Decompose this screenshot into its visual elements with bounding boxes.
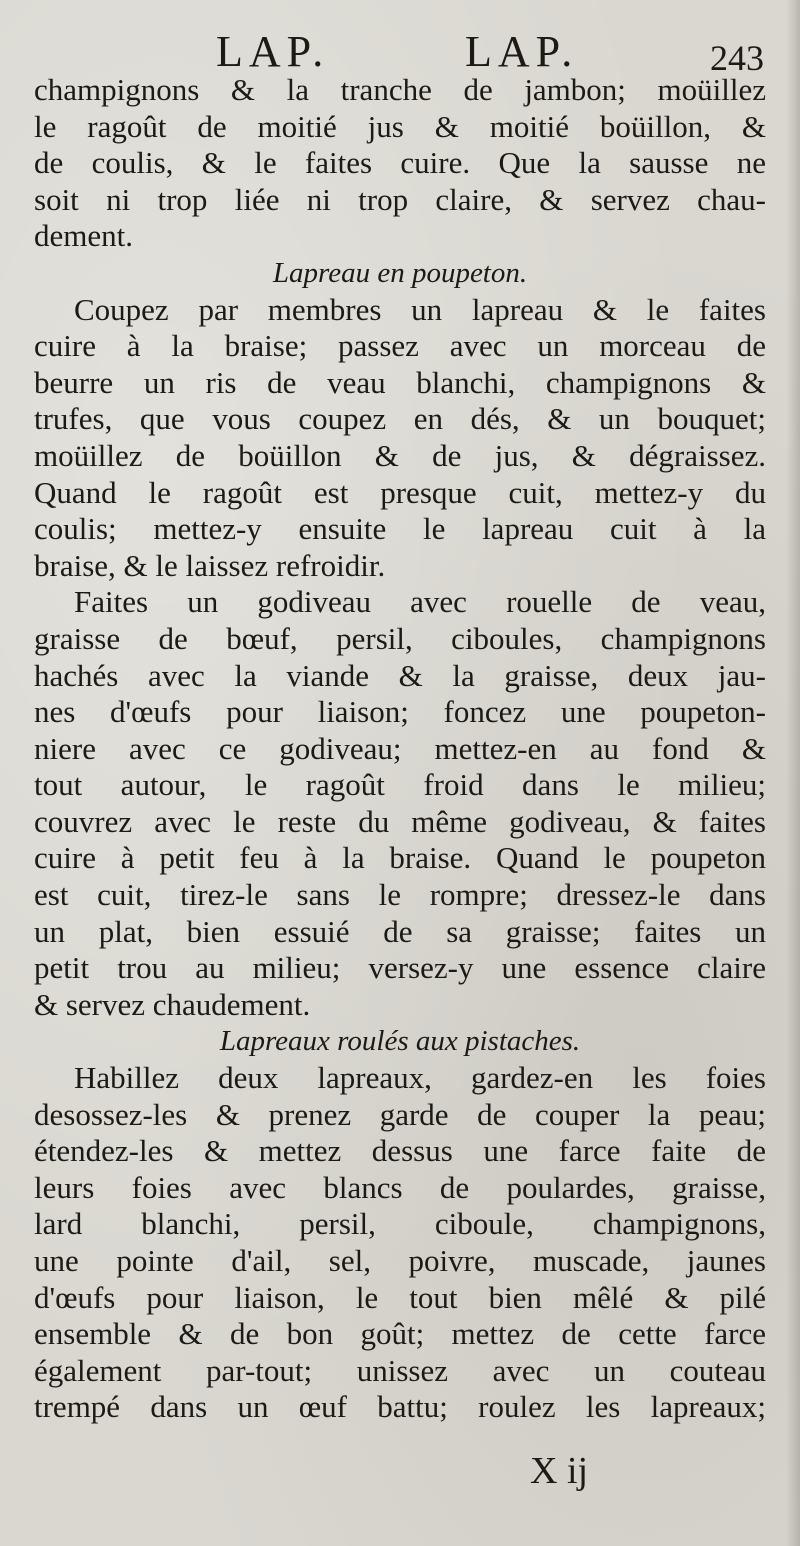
text-line: nes d'œufs pour liaison; foncez une poupeton- — [34, 694, 766, 730]
text-line: lard blanchi, persil, ciboule, champignons, — [34, 1206, 766, 1242]
running-head-right: LAP. — [465, 27, 579, 76]
recipe-paragraph — [34, 292, 766, 585]
recipe-paragraph — [34, 584, 766, 1023]
text-line: moüillez de boüillon & de jus, & dégraissez. — [34, 437, 766, 473]
text-line: un plat, bien essuié de sa graisse; faites un — [34, 913, 766, 949]
text-line: une pointe d'ail, sel, poivre, muscade, jaunes — [34, 1243, 766, 1278]
running-head-left: LAP. — [216, 27, 330, 76]
text-line: dement. — [34, 218, 133, 254]
text-line: couvrez avec le reste du même godiveau, & faites — [34, 803, 766, 839]
text-line: est cuit, tirez-le sans le rompre; dressez-le dans — [34, 877, 766, 913]
text-line: hachés avec la viande & la graisse, deux jau- — [34, 657, 766, 693]
text-line: le ragoût de moitié jus & moitié boüillon, & — [34, 108, 766, 144]
page-edge-shadow — [786, 0, 800, 1546]
text-line: graisse de bœuf, persil, ciboules, champignons — [34, 620, 766, 656]
text-line: beurre un ris de veau blanchi, champignons & — [34, 364, 766, 400]
text-line: ensemble & de bon goût; mettez de cette farce — [34, 1316, 766, 1352]
text-line: étendez-les & mettez dessus une farce faite de — [34, 1133, 766, 1169]
text-line: trufes, que vous coupez en dés, & un bouquet; — [34, 401, 766, 437]
text-line: soit ni trop liée ni trop claire, & servez chau- — [34, 181, 766, 217]
text-line: niere avec ce godiveau; mettez-en au fond & — [34, 730, 766, 766]
recipe-title-lapreau-en-poupeton: Lapreau en poupeton. — [272, 256, 528, 289]
continuation-paragraph — [34, 72, 766, 255]
page-body — [34, 72, 766, 1426]
text-line: & servez chaudement. — [34, 986, 311, 1022]
text-line: trempé dans un œuf battu; roulez les lapreaux; — [34, 1389, 766, 1425]
text-line: tout autour, le ragoût froid dans le milieu; — [34, 767, 766, 803]
text-line: de coulis, & le faites cuire. Que la sausse ne — [34, 145, 766, 181]
text-line: Quand le ragoût est presque cuit, mettez-y du — [34, 474, 766, 510]
text-line: coulis; mettez-y ensuite le lapreau cuit à la — [34, 511, 766, 547]
recipe-paragraph — [34, 1060, 766, 1426]
text-line: desossez-les & prenez garde de couper la peau; — [34, 1096, 766, 1132]
text-line: Coupez par membres un lapreau & le faites — [74, 291, 766, 327]
text-line: petit trou au milieu; versez-y une essence claire — [34, 950, 766, 986]
text-line: Faites un godiveau avec rouelle de veau, — [74, 584, 766, 620]
text-line: leurs foies avec blancs de poulardes, graisse, — [34, 1169, 766, 1205]
text-line: Habillez deux lapreaux, gardez-en les foies — [74, 1060, 766, 1096]
text-line: d'œufs pour liaison, le tout bien mêlé & pilé — [34, 1279, 766, 1315]
signature-mark: X ij — [530, 1450, 589, 1492]
text-line: braise, & le laissez refroidir. — [34, 547, 386, 583]
text-line: cuire à petit feu à la braise. Quand le poupeton — [34, 840, 766, 876]
page-number: 243 — [710, 38, 764, 78]
recipe-title-lapreaux-roules: Lapreaux roulés aux pistaches. — [219, 1025, 581, 1058]
text-line: cuire à la braise; passez avec un morceau de — [34, 328, 766, 364]
text-line: champignons & la tranche de jambon; moüillez — [34, 72, 766, 107]
text-line: également par-tout; unissez avec un couteau — [34, 1352, 766, 1388]
